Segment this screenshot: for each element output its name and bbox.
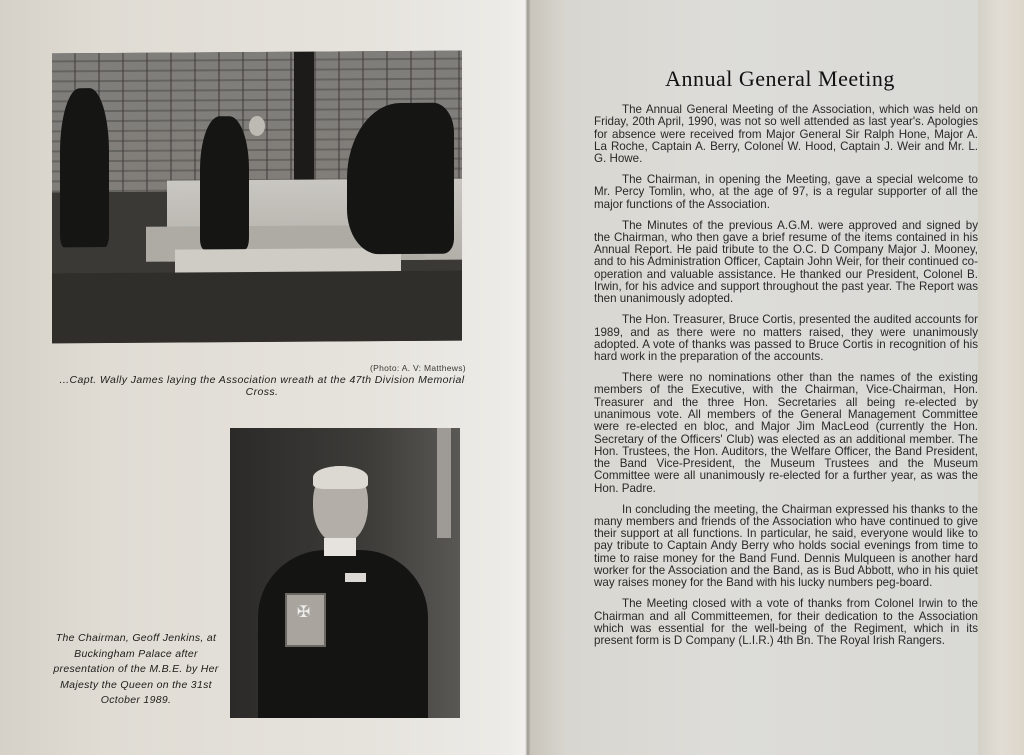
wreath-laying-photo	[52, 51, 462, 344]
medal-icon: ✠	[296, 603, 311, 621]
doorway	[294, 52, 315, 180]
photo-caption-chairman: The Chairman, Geoff Jenkins, at Buckingham Palace after presentation of the M.B.E. by Her Majesty the Queen on the 31st October 1989.	[53, 632, 219, 706]
article-title: Annual General Meeting	[665, 66, 895, 91]
hair	[313, 466, 368, 489]
shirt-collar	[324, 538, 356, 555]
article-paragraph: The Chairman, in opening the Meeting, gave a special welcome to Mr. Percy Tomlin, who, at the age of 97, is a regular supporter of all the major functions of the Association.	[594, 173, 978, 211]
suit	[258, 550, 428, 718]
article-paragraph: The Annual General Meeting of the Association, which was held on Friday, 20th April, 1990, was not so well attended as last year's. Apologies for absence were received from Major General Sir Ralph Hone, Major A. La Roche, Captain A. Berry, Colonel W. Hood, Captain J. Weir and Mr. L. G. Howe.	[594, 103, 978, 166]
page-edge	[978, 0, 1024, 755]
ground	[52, 271, 462, 343]
chairman-photo	[230, 428, 460, 718]
wreath-layer-figure	[200, 116, 249, 250]
article-paragraph: In concluding the meeting, the Chairman expressed his thanks to the many members and friends of the Association who have continued to give their support at all functions. In particular, he said, everyone would like to pay tribute to Captain Andy Berry who holds social evenings from time to time to raise money for the Band Fund. Dennis Mulqueen is another hard worker for the Association and the Band, as is Bud Abbott, who in his quiet way raises money for the Band with his lucky numbers peg-board.	[594, 502, 978, 590]
photo-credit: (Photo: A. V: Matthews)	[370, 363, 466, 373]
window	[437, 428, 451, 538]
pocket-square	[345, 573, 366, 582]
article-paragraph: The Hon. Treasurer, Bruce Cortis, presented the audited accounts for 1989, and as there were no matters raised, they were unanimously adopted. A vote of thanks was passed to Bruce Cortis in recognition of his hard work in the preparation of the accounts.	[594, 313, 978, 364]
article-paragraph: The Meeting closed with a vote of thanks from Colonel Irwin to the Chairman and all Committeemen, for their dedication to the Association which was essential for the well-being of the Regiment, which in its present form is D Company (L.I.R.) 4th Bn. The Royal Irish Rangers.	[594, 597, 978, 648]
piper-figure	[347, 103, 454, 255]
article-body	[594, 104, 978, 656]
article-paragraph: The Minutes of the previous A.G.M. were approved and signed by the Chairman, who then gave a brief resume of the items contained in his Annual Report. He paid tribute to the O.C. D Company Major J. Mooney, and to his Administration Officer, Captain John Weir, for their continued co-operation and valuable assistance. He thanked our President, Colonel B. Irwin, for his advice and support throughout the past year. The Report was then unanimously adopted.	[594, 218, 978, 306]
article-paragraph: There were no nominations other than the names of the existing members of the Executive, with the Chairman, Vice-Chairman, Hon. Treasurer and the three Hon. Secretaries all being re-elected by unanimous vote. All members of the General Management Committee were re-elected en bloc, and Major Jim MacLeod (currently the Hon. Secretary of the Officers' Club) was elected as an additional member. The Hon. Trustees, the Hon. Auditors, the Welfare Officer, the Band President, the Band Vice-President, the Museum Trustees and the Museum Committee were all unanimously re-elected for a further year, as was the Hon. Padre.	[594, 371, 978, 495]
photo-caption-wreath: ...Capt. Wally James laying the Association wreath at the 47th Division Memorial Cross.	[59, 374, 465, 398]
piper-figure	[60, 88, 109, 248]
